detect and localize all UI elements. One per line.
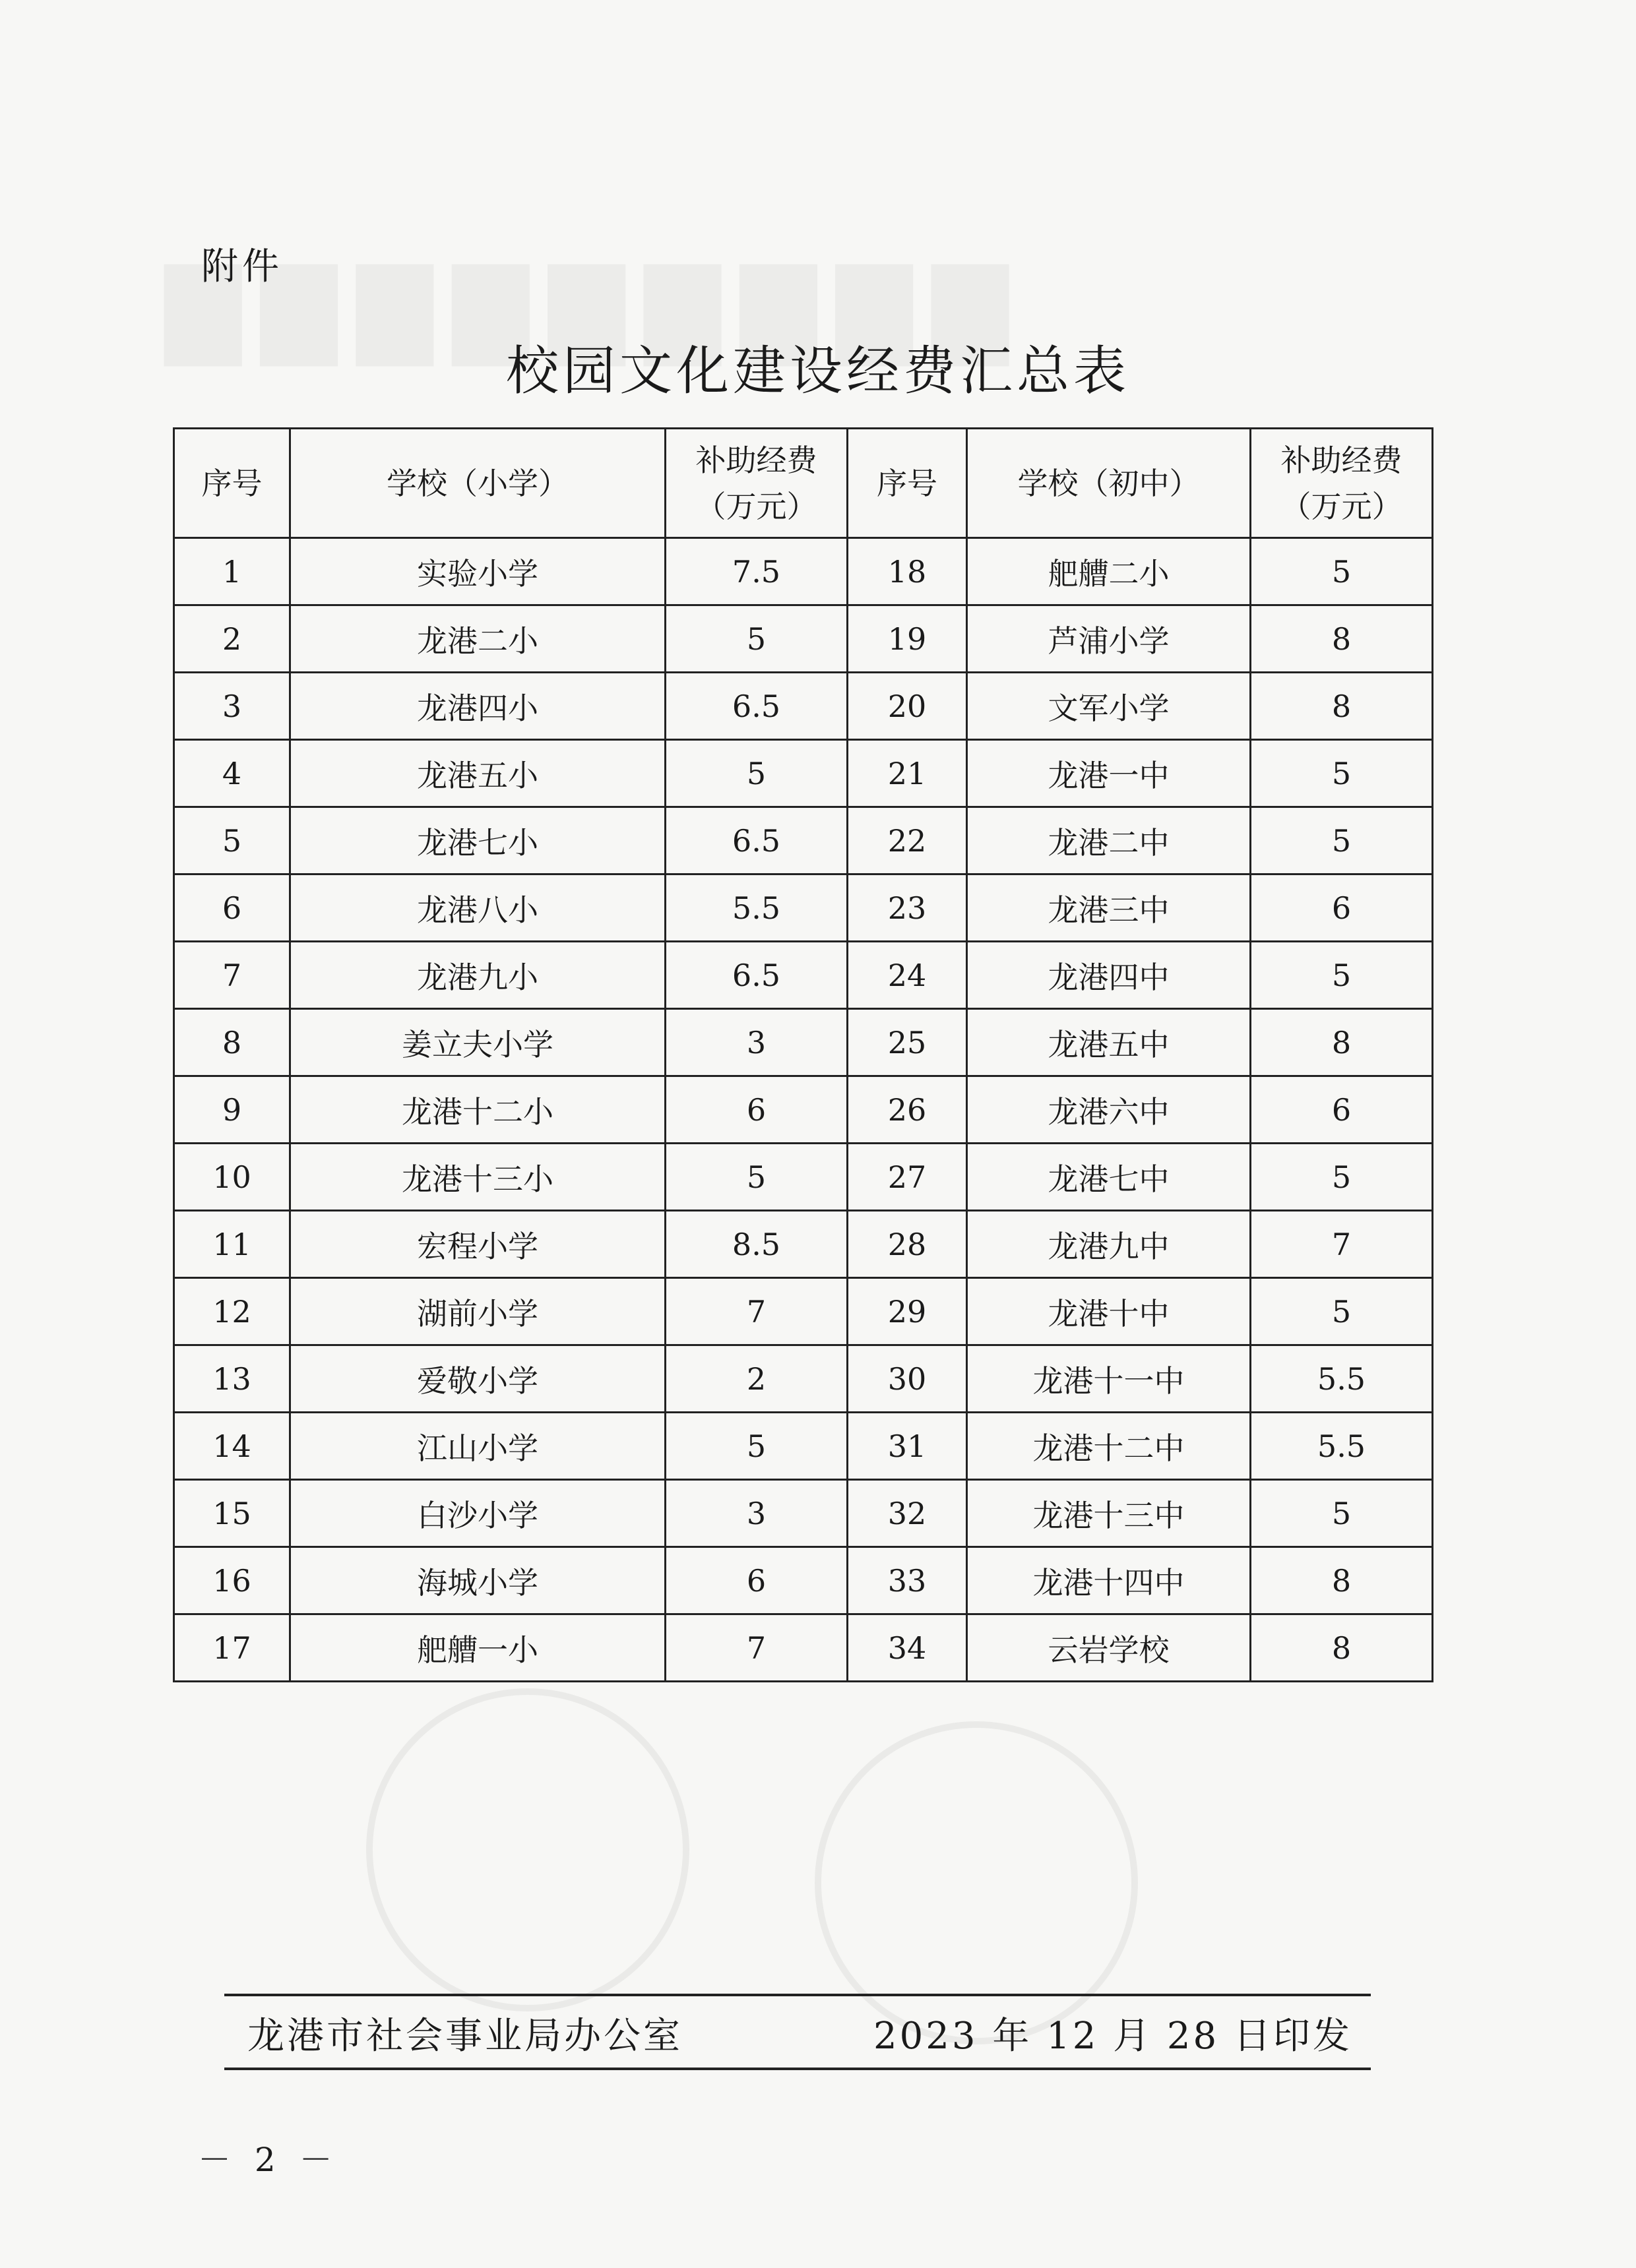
row-school-primary: 江山小学: [290, 1413, 666, 1480]
row-no-left: 2: [174, 605, 290, 673]
table-row: [174, 1144, 1433, 1211]
row-no-left: 14: [174, 1413, 290, 1480]
row-amount-right: 8: [1251, 673, 1433, 740]
faint-seal-left: [366, 1688, 689, 2011]
table-row: [174, 1547, 1433, 1614]
row-school-primary: 龙港五小: [290, 740, 666, 807]
row-no-right: 31: [848, 1413, 967, 1480]
table-row: [174, 1413, 1433, 1480]
table-row: [174, 605, 1433, 673]
row-no-right: 26: [848, 1076, 967, 1144]
row-no-left: 10: [174, 1144, 290, 1211]
row-school-primary: 龙港八小: [290, 874, 666, 942]
row-school-middle: 龙港十一中: [967, 1345, 1251, 1413]
row-amount-left: 6: [666, 1076, 848, 1144]
row-amount-left: 3: [666, 1009, 848, 1076]
header-amount-right-line2: （万元）: [1280, 488, 1402, 524]
row-no-left: 9: [174, 1076, 290, 1144]
attachment-label: 附件: [201, 245, 283, 288]
page-title: 校园文化建设经费汇总表: [506, 340, 1130, 402]
row-school-middle: 龙港十二中: [967, 1413, 1251, 1480]
footer-top-rule: [224, 1994, 1371, 1996]
row-amount-right: 8: [1251, 1009, 1433, 1076]
row-no-right: 30: [848, 1345, 967, 1413]
row-school-primary: 爱敬小学: [290, 1345, 666, 1413]
table-body: [174, 538, 1433, 1682]
row-no-left: 3: [174, 673, 290, 740]
row-amount-left: 2: [666, 1345, 848, 1413]
row-amount-left: 7.5: [666, 538, 848, 605]
table-header-row: [174, 429, 1433, 538]
row-no-left: 7: [174, 942, 290, 1009]
row-amount-right: 5: [1251, 807, 1433, 874]
row-no-right: 21: [848, 740, 967, 807]
row-no-right: 27: [848, 1144, 967, 1211]
row-school-primary: 龙港十三小: [290, 1144, 666, 1211]
row-no-right: 19: [848, 605, 967, 673]
header-no-right: 序号: [848, 429, 967, 538]
row-school-primary: 龙港二小: [290, 605, 666, 673]
row-school-middle: 龙港九中: [967, 1211, 1251, 1278]
row-no-right: 20: [848, 673, 967, 740]
table-row: [174, 740, 1433, 807]
row-no-right: 22: [848, 807, 967, 874]
row-amount-right: 5.5: [1251, 1345, 1433, 1413]
row-school-primary: 龙港七小: [290, 807, 666, 874]
row-amount-left: 5: [666, 1413, 848, 1480]
row-no-right: 32: [848, 1480, 967, 1547]
row-no-left: 4: [174, 740, 290, 807]
row-school-middle: 龙港十中: [967, 1278, 1251, 1345]
row-no-left: 5: [174, 807, 290, 874]
row-school-middle: 芦浦小学: [967, 605, 1251, 673]
footer-date: 2023 年 12 月 28 日印发: [873, 2015, 1352, 2058]
row-no-right: 24: [848, 942, 967, 1009]
row-amount-right: 5: [1251, 942, 1433, 1009]
header-amount-left: [666, 429, 848, 538]
row-school-primary: 舥艚一小: [290, 1614, 666, 1682]
header-school-primary: 学校（小学）: [290, 429, 666, 538]
row-amount-right: 8: [1251, 1547, 1433, 1614]
row-school-primary: 龙港四小: [290, 673, 666, 740]
row-school-middle: 龙港七中: [967, 1144, 1251, 1211]
row-no-left: 15: [174, 1480, 290, 1547]
footer-bottom-rule: [224, 2068, 1371, 2070]
table-row: [174, 1211, 1433, 1278]
row-school-primary: 龙港十二小: [290, 1076, 666, 1144]
table-row: [174, 1076, 1433, 1144]
row-no-right: 34: [848, 1614, 967, 1682]
row-amount-right: 6: [1251, 1076, 1433, 1144]
row-school-primary: 海城小学: [290, 1547, 666, 1614]
header-school-middle: 学校（初中）: [967, 429, 1251, 538]
table-row: [174, 807, 1433, 874]
header-no-left: 序号: [174, 429, 290, 538]
row-amount-left: 6.5: [666, 673, 848, 740]
row-school-primary: 实验小学: [290, 538, 666, 605]
row-no-left: 1: [174, 538, 290, 605]
row-amount-left: 8.5: [666, 1211, 848, 1278]
row-school-middle: 龙港五中: [967, 1009, 1251, 1076]
row-no-left: 17: [174, 1614, 290, 1682]
row-school-primary: 龙港九小: [290, 942, 666, 1009]
table-row: [174, 538, 1433, 605]
row-school-middle: 舥艚二小: [967, 538, 1251, 605]
row-amount-left: 6.5: [666, 807, 848, 874]
row-school-middle: 龙港四中: [967, 942, 1251, 1009]
row-amount-right: 8: [1251, 605, 1433, 673]
row-no-left: 13: [174, 1345, 290, 1413]
table-row: [174, 1480, 1433, 1547]
row-amount-left: 7: [666, 1614, 848, 1682]
table-row: [174, 1345, 1433, 1413]
row-school-primary: 姜立夫小学: [290, 1009, 666, 1076]
row-amount-right: 8: [1251, 1614, 1433, 1682]
row-no-right: 25: [848, 1009, 967, 1076]
row-school-primary: 宏程小学: [290, 1211, 666, 1278]
row-no-left: 6: [174, 874, 290, 942]
row-school-primary: 湖前小学: [290, 1278, 666, 1345]
row-amount-right: 6: [1251, 874, 1433, 942]
header-amount-right: [1251, 429, 1433, 538]
row-no-left: 8: [174, 1009, 290, 1076]
row-amount-left: 5: [666, 740, 848, 807]
table-row: [174, 673, 1433, 740]
row-amount-left: 5: [666, 605, 848, 673]
row-school-middle: 龙港十三中: [967, 1480, 1251, 1547]
row-school-middle: 文军小学: [967, 673, 1251, 740]
footer-issuer: 龙港市社会事业局办公室: [247, 2015, 683, 2058]
row-no-right: 29: [848, 1278, 967, 1345]
table-row: [174, 874, 1433, 942]
row-school-middle: 龙港二中: [967, 807, 1251, 874]
row-school-middle: 龙港十四中: [967, 1547, 1251, 1614]
row-amount-right: 5: [1251, 1144, 1433, 1211]
row-school-middle: 龙港一中: [967, 740, 1251, 807]
table-row: [174, 942, 1433, 1009]
row-school-primary: 白沙小学: [290, 1480, 666, 1547]
header-amount-left-line2: （万元）: [695, 488, 817, 524]
row-amount-left: 3: [666, 1480, 848, 1547]
row-school-middle: 龙港六中: [967, 1076, 1251, 1144]
row-amount-right: 5: [1251, 538, 1433, 605]
row-amount-right: 7: [1251, 1211, 1433, 1278]
row-no-right: 23: [848, 874, 967, 942]
row-no-left: 11: [174, 1211, 290, 1278]
table-row: [174, 1009, 1433, 1076]
row-amount-right: 5: [1251, 1480, 1433, 1547]
row-school-middle: 龙港三中: [967, 874, 1251, 942]
row-no-right: 28: [848, 1211, 967, 1278]
row-amount-left: 6.5: [666, 942, 848, 1009]
row-amount-left: 5: [666, 1144, 848, 1211]
page-number: － 2 －: [198, 2141, 339, 2179]
header-amount-right-line1: 补助经费: [1280, 442, 1402, 478]
row-school-middle: 云岩学校: [967, 1614, 1251, 1682]
table-row: [174, 1614, 1433, 1682]
row-amount-left: 6: [666, 1547, 848, 1614]
row-no-right: 33: [848, 1547, 967, 1614]
row-no-left: 12: [174, 1278, 290, 1345]
row-amount-left: 5.5: [666, 874, 848, 942]
row-amount-right: 5: [1251, 740, 1433, 807]
row-amount-right: 5: [1251, 1278, 1433, 1345]
header-amount-left-line1: 补助经费: [695, 442, 817, 478]
row-no-left: 16: [174, 1547, 290, 1614]
table-row: [174, 1278, 1433, 1345]
funding-summary-table: [173, 427, 1433, 1682]
row-amount-left: 7: [666, 1278, 848, 1345]
row-no-right: 18: [848, 538, 967, 605]
row-amount-right: 5.5: [1251, 1413, 1433, 1480]
